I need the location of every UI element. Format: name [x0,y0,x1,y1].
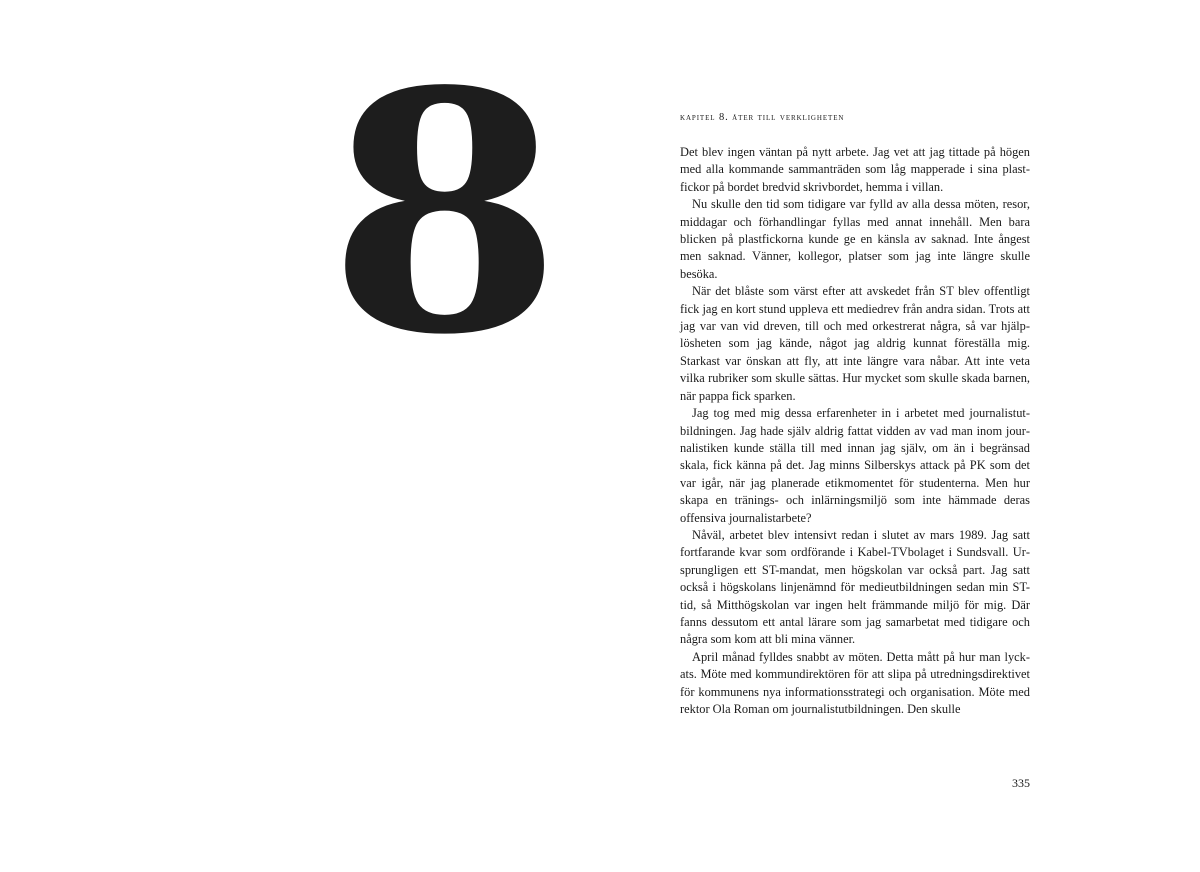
paragraph: Det blev ingen väntan på nytt arbete. Jag vet att jag tittade på högen med alla kommande sammanträden som låg mapperade i sina plastfickor på bordet bredvid skrivbordet, hemma i villan. [680,145,1030,194]
right-page [600,0,1200,872]
paragraph: Nu skulle den tid som tidigare var fylld av alla dessa möten, resor, middagar och förhandlingar fyllas med annat innehåll. Men bara blicken på plastfickorna kunde ge en känsla av saknad. Inte ångest men saknad. Vänner, kollegor, platser som jag inte längre skulle besöka. [680,197,1030,281]
page-number: 335 [1012,776,1030,790]
paragraph: Jag tog med mig dessa erfarenheter in i arbetet med journalistutbildningen. Jag hade själv aldrig fattat vidden av vad man inom journalistiken kunde ställa till med innan jag själv, om än i begränsad skala, fick känna på det. Jag minns Silberskys attack på PK som det var igår, när jag planerade etikmomentet för studenterna. Men hur skapa en tränings- och inlärningsmiljö som inte hämmade deras offensiva journalistarbete? [680,406,1030,525]
paragraph: April månad fylldes snabbt av möten. Detta mått på hur man lyckats. Möte med kommundirektören för att slipa på utredningsdirektivet för kommunens nya informationsstrategi och organisation. Möte med rektor Ola Roman om journalistutbildningen. Den skulle [680,649,1030,716]
chapter-number: 8 [327,19,563,407]
paragraph: När det blåste som värst efter att avskedet från ST blev offentligt fick jag en kort stund uppleva ett mediedrev från andra sidan. Trots att jag var van vid dreven, till och med orkestrerat några, så var hjälplösheten som jag kände, något jag aldrig kunnat föreställa mig. Starkast var önskan att fly, att inte längre vara nåbar. Att inte veta vilka rubriker som skulle sättas. Hur mycket som skulle skada barnen, när pappa fick sparken. [680,284,1030,403]
running-head: kapitel 8. åter till verkligheten [680,112,845,123]
body-text [680,144,1030,718]
paragraph: Nåväl, arbetet blev intensivt redan i slutet av mars 1989. Jag satt fortfarande kvar som ordförande i Kabel-TVbolaget i Sundsvall. Ursprungligen ett ST-mandat, men högskolan var också part. Jag satt också i högskolans linjenämnd för medieutbildningen sedan min ST-tid, så Mitthögskolan var ingen helt främmande miljö för mig. Där fanns dessutom ett antal lärare som jag samarbetat med tidigare och några som kom att bli mina vänner. [680,527,1030,647]
